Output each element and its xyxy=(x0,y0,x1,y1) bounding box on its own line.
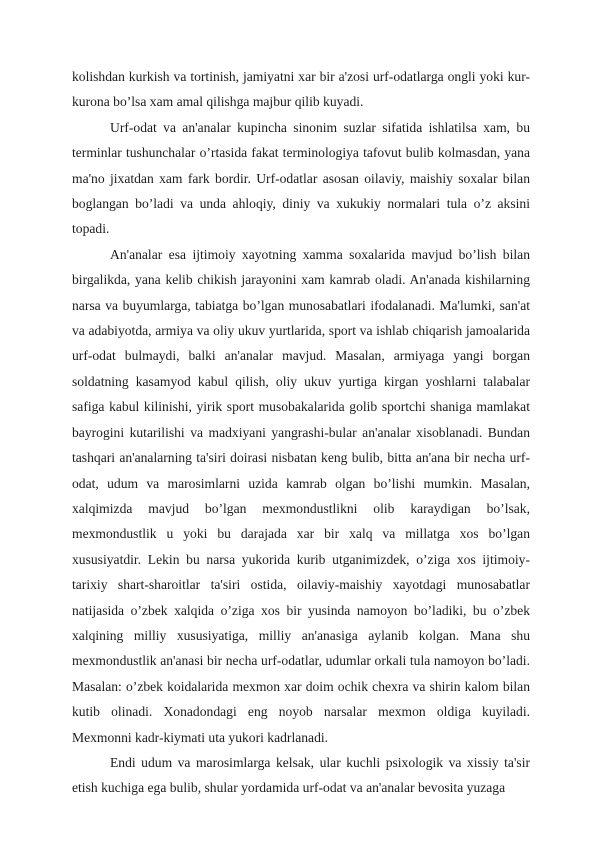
paragraph: Endi udum va marosimlarga kelsak, ular kuchli psixologik va xissiy ta'sir etish kuchiga ega bulib, shular yordamida urf-odat va an'analar bevosita yuzaga xyxy=(72,754,530,796)
paragraph: kolishdan kurkish va tortinish, jamiyatni xar bir a'zosi urf-odatlarga ongli yoki kur-kurona bo’lsa xam amal qilishga majbur qilib kuyadi. xyxy=(72,69,530,110)
paragraph: An'analar esa ijtimoiy xayotning xamma soxalarida mavjud bo’lish bilan birgalikda, yana kelib chikish jarayonini xam kamrab oladi. An'anada kishilarning narsa va buyumlarga, tabiatga bo’lgan munosabatlari ifodalanadi. Ma'lumki, san'at va adabiyotda, armiya va oliy ukuv yurtlarida, sport va ishlab chiqarish jamoalarida urf-odat bulmaydi, balki an'analar mavjud. Masalan, armiyaga yangi borgan soldatning kasamyod kabul qilish, oliy ukuv yurtiga kirgan yoshlarni talabalar safiga kabul kilinishi, yirik sport musobakalarida golib sportchi shaniga mamlakat bayrogini kutarilishi va madxiyani yangrashi-bular an'analar xisoblanadi. Bundan tashqari an'analarning ta'siri doirasi nisbatan keng bulib, bitta an'ana bir necha urf-odat, udum va marosimlarni uzida kamrab olgan bo’lishi mumkin. Masalan, xalqimizda mavjud bo’lgan mexmondustlikni olib karaydigan bo’lsak, mexmondustlik u yoki bu darajada xar bir xalq va millatga xos bo’lgan xususiyatdir. Lekin bu narsa yukorida kurib utganimizdek, o’ziga xos ijtimoiy-tarixiy shart-sharoitlar ta'siri ostida, oilaviy-maishiy xayotdagi munosabatlar natijasida o’zbek xalqida o’ziga xos bir yusinda namoyon bo’ladiki, bu o’zbek xalqining milliy xususiyatiga, milliy an'anasiga aylanib kolgan. Mana shu mexmondustlik an'anasi bir necha urf-odatlar, udumlar orkali tula namoyon bo’ladi. Masalan: o’zbek koidalarida mexmon xar doim ochik chexra va shirin kalom bilan kutib olinadi. Xonadondagi eng noyob narsalar mexmon oldiga kuyiladi. Mexmonni kadr-kiymati uta yukori kadrlanadi. xyxy=(72,246,530,745)
paragraph: Urf-odat va an'analar kupincha sinonim suzlar sifatida ishlatilsa xam, bu terminlar tushunchalar o’rtasida fakat terminologiya tafovut bulib kolmasdan, yana ma'no jixatdan xam fark bordir. Urf-odatlar asosan oilaviy, maishiy soxalar bilan boglangan bo’ladi va unda ahloqiy, diniy va xukukiy normalari tula o’z aksini topadi. xyxy=(72,119,530,237)
body-text xyxy=(72,64,530,801)
